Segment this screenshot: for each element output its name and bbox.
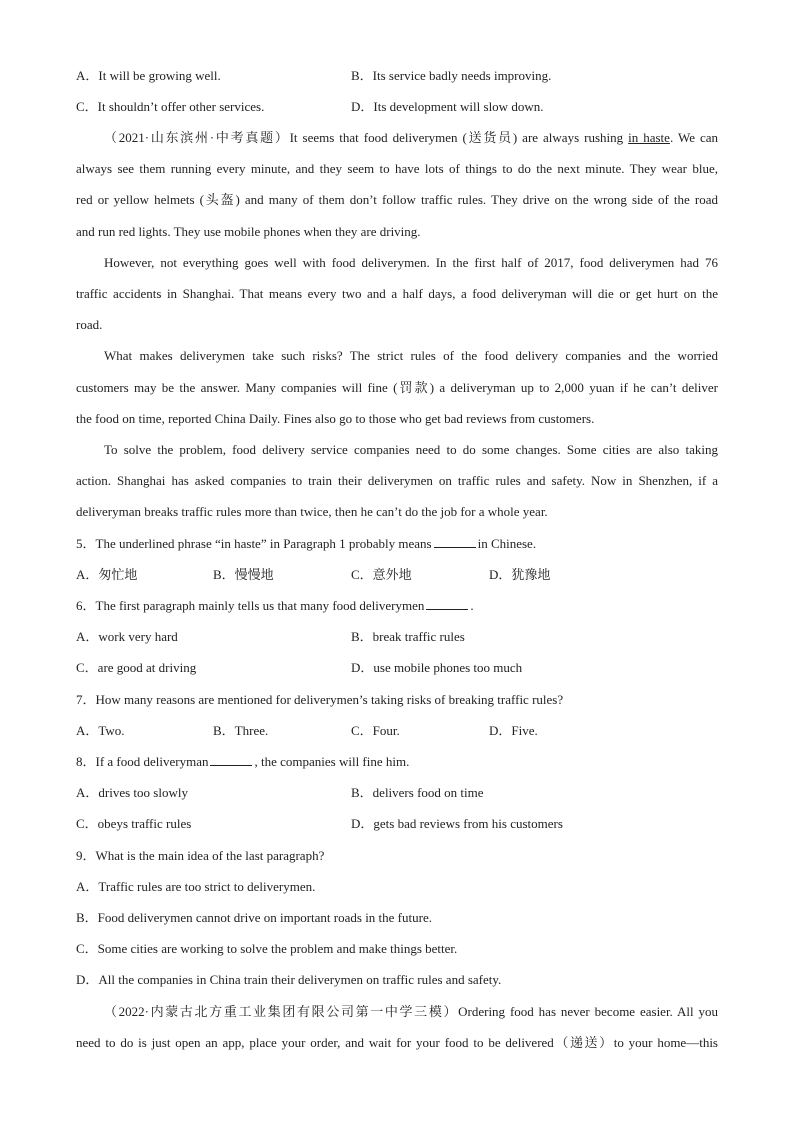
passage1-p1-line1: （2021·山东滨州·中考真题）It seems that food deliverymen (送货员) are always rushing in haste. We can bbox=[104, 130, 718, 145]
q5-option-c[interactable]: C．意外地 bbox=[351, 567, 412, 582]
q9-option-c[interactable]: C．Some cities are working to solve the problem and make things better. bbox=[76, 941, 458, 956]
q7-option-b[interactable]: B．Three. bbox=[213, 723, 269, 738]
q9-option-a[interactable]: A．Traffic rules are too strict to deliverymen. bbox=[76, 879, 316, 894]
q8-stem: 8．If a food deliveryman , the companies will fine him. bbox=[76, 754, 410, 769]
q8-answer-blank[interactable] bbox=[210, 752, 252, 766]
passage1-source: （2021·山东滨州·中考真题） bbox=[104, 130, 290, 145]
passage1-p4-line3: deliveryman breaks traffic rules more than twice, then he can’t do the job for a whole year. bbox=[76, 504, 548, 519]
passage1-p3-line3: the food on time, reported China Daily. Fines also go to those who get bad reviews from customers. bbox=[76, 411, 595, 426]
passage2-source: （2022·内蒙古北方重工业集团有限公司第一中学三模） bbox=[104, 1004, 459, 1019]
q8-option-c[interactable]: C．obeys traffic rules bbox=[76, 816, 192, 831]
q4-options-row-2 bbox=[76, 97, 718, 117]
q9-option-d[interactable]: D．All the companies in China train their deliverymen on traffic rules and safety. bbox=[76, 972, 502, 987]
q9-option-b[interactable]: B．Food deliverymen cannot drive on important roads in the future. bbox=[76, 910, 432, 925]
q8-option-b[interactable]: B．delivers food on time bbox=[351, 785, 484, 800]
passage2-line2: need to do is just open an app, place your order, and wait for your food to be delivered（递送）to your home—this bbox=[76, 1035, 718, 1050]
q6-options-row-1 bbox=[76, 627, 718, 647]
q8-option-a[interactable]: A．drives too slowly bbox=[76, 785, 188, 800]
q4-option-a[interactable]: A．It will be growing well. bbox=[76, 68, 221, 83]
q9-stem: 9．What is the main idea of the last paragraph? bbox=[76, 848, 325, 863]
q6-option-b[interactable]: B．break traffic rules bbox=[351, 629, 465, 644]
q6-answer-blank[interactable] bbox=[426, 596, 468, 610]
passage1-p1-line4: and run red lights. They use mobile phones when they are driving. bbox=[76, 224, 421, 239]
q4-option-c[interactable]: C．It shouldn’t offer other services. bbox=[76, 99, 265, 114]
q6-options-row-2 bbox=[76, 658, 718, 678]
q4-option-d[interactable]: D．Its development will slow down. bbox=[351, 99, 544, 114]
passage1-p4-line2: action. Shanghai has asked companies to train their deliverymen on traffic rules and safety. Now in Shenzhen, if a bbox=[76, 473, 718, 488]
q5-stem: 5．The underlined phrase “in haste” in Paragraph 1 probably means in Chinese. bbox=[76, 536, 537, 551]
q5-option-d[interactable]: D．犹豫地 bbox=[489, 567, 551, 582]
q8-options-row-2 bbox=[76, 814, 718, 834]
q7-stem: 7．How many reasons are mentioned for deliverymen’s taking risks of breaking traffic rules? bbox=[76, 692, 564, 707]
underlined-phrase: in haste bbox=[628, 130, 670, 145]
q7-option-c[interactable]: C．Four. bbox=[351, 723, 400, 738]
passage1-p1-line2: always see them running every minute, and they seem to have lots of things to do the next minute. They wear blue, bbox=[76, 161, 718, 176]
q8-options-row-1 bbox=[76, 783, 718, 803]
q5-answer-blank[interactable] bbox=[434, 534, 476, 548]
passage1-p3-line1: What makes deliverymen take such risks? The strict rules of the food delivery companies and the worried bbox=[104, 348, 718, 363]
passage1-p2-line3: road. bbox=[76, 317, 103, 332]
q6-option-c[interactable]: C．are good at driving bbox=[76, 660, 197, 675]
q5-option-b[interactable]: B．慢慢地 bbox=[213, 567, 274, 582]
q7-option-a[interactable]: A．Two. bbox=[76, 723, 125, 738]
passage2-line1: （2022·内蒙古北方重工业集团有限公司第一中学三模）Ordering food has never become easier. All you bbox=[104, 1004, 718, 1019]
q4-options-row-1 bbox=[76, 66, 718, 86]
q5-options bbox=[76, 565, 718, 585]
q6-option-a[interactable]: A．work very hard bbox=[76, 629, 178, 644]
passage1-p3-line2: customers may be the answer. Many companies will fine (罚款) a deliveryman up to 2,000 yuan if he can’t deliver bbox=[76, 380, 718, 395]
q7-options bbox=[76, 721, 718, 741]
q5-option-a[interactable]: A．匆忙地 bbox=[76, 567, 138, 582]
q4-option-b[interactable]: B．Its service badly needs improving. bbox=[351, 68, 552, 83]
passage1-p4-line1: To solve the problem, food delivery service companies need to do some changes. Some cities are also taking bbox=[104, 442, 718, 457]
q6-option-d[interactable]: D．use mobile phones too much bbox=[351, 660, 523, 675]
passage1-p1-line3: red or yellow helmets (头盔) and many of them don’t follow traffic rules. They drive on the wrong side of the road bbox=[76, 192, 718, 207]
q8-option-d[interactable]: D．gets bad reviews from his customers bbox=[351, 816, 563, 831]
q7-option-d[interactable]: D．Five. bbox=[489, 723, 538, 738]
passage1-p2-line2: traffic accidents in Shanghai. That means every two and a half days, a food deliveryman will die or get hurt on the bbox=[76, 286, 718, 301]
q6-stem: 6．The first paragraph mainly tells us that many food deliverymen . bbox=[76, 598, 474, 613]
passage1-p2-line1: However, not everything goes well with food deliverymen. In the first half of 2017, food deliverymen had 76 bbox=[104, 255, 718, 270]
